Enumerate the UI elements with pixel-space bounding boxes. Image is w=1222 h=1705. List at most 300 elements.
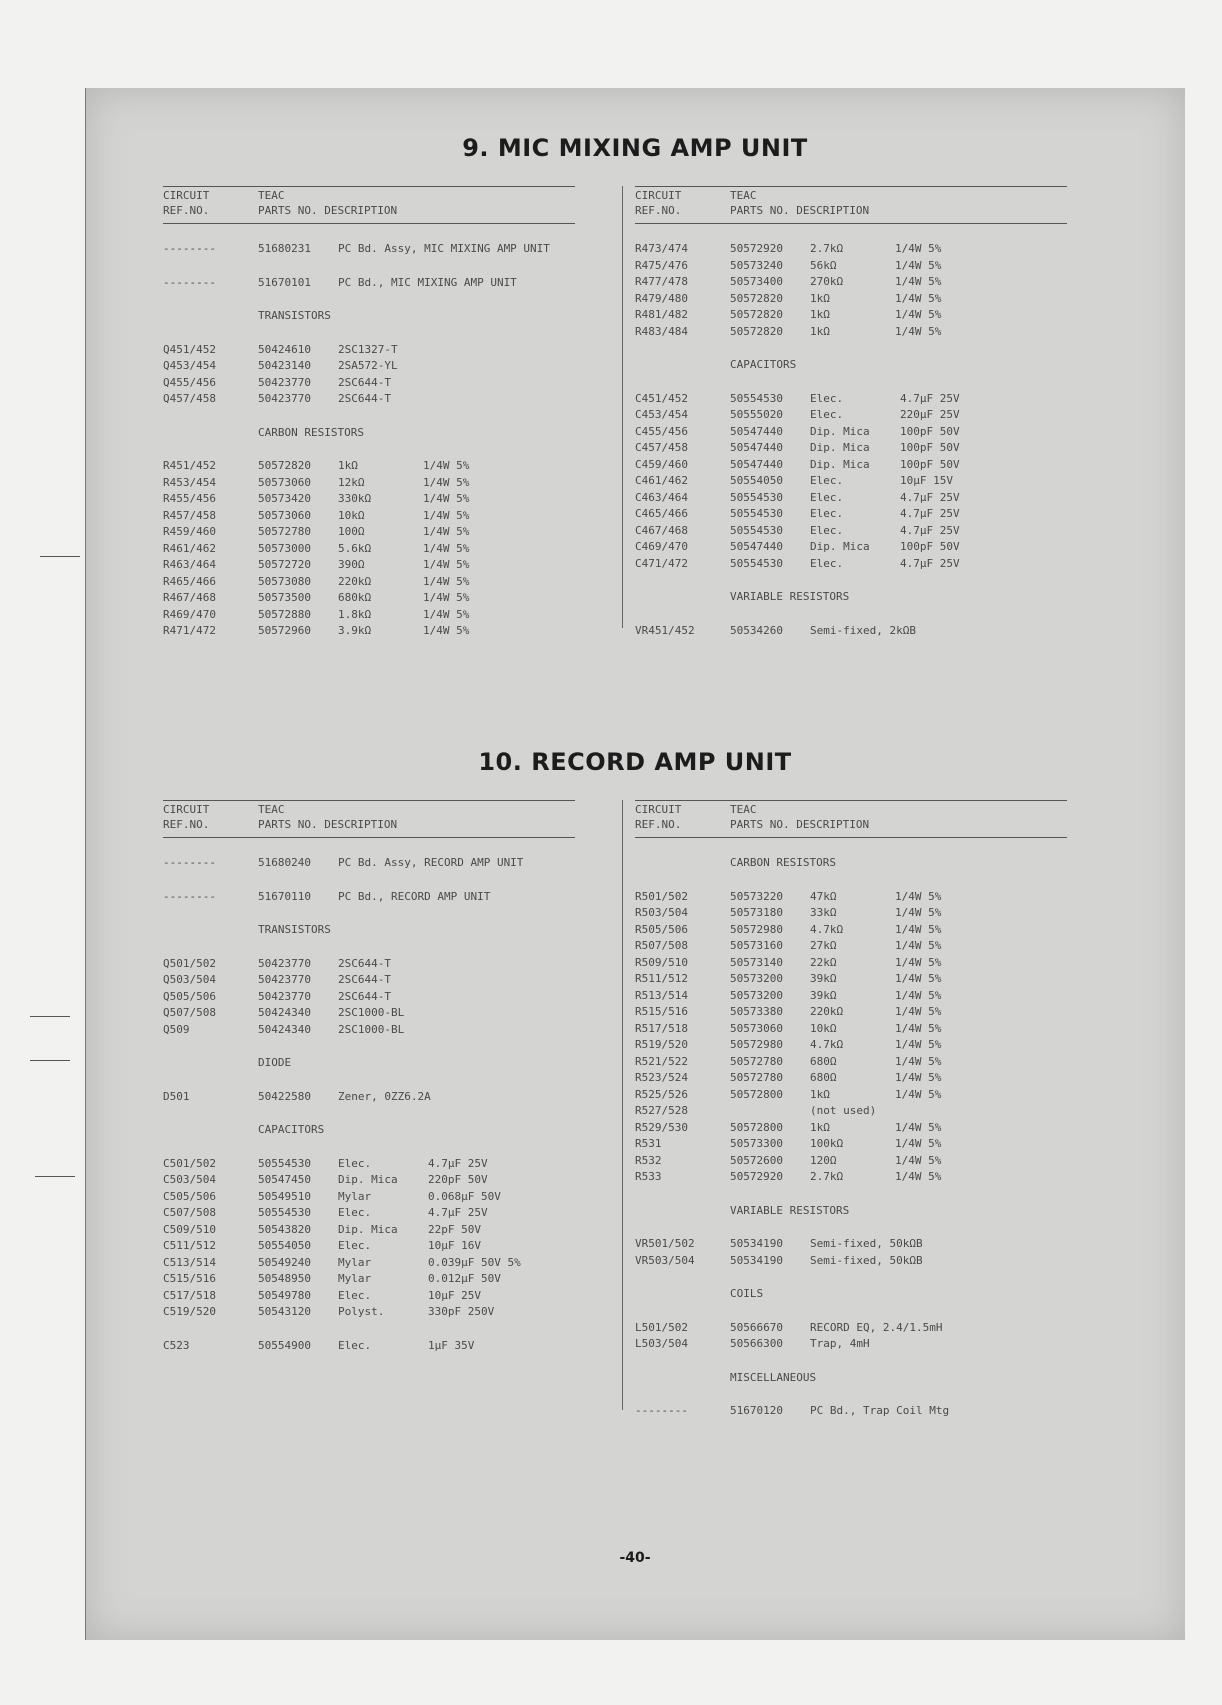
parts-row bbox=[635, 1087, 1067, 1104]
parts-row bbox=[635, 1136, 1067, 1153]
part-number: 50424340 bbox=[258, 1006, 311, 1019]
spacer bbox=[163, 1038, 575, 1055]
circuit-ref: Q509 bbox=[163, 1022, 190, 1036]
part-number: 51680240 bbox=[258, 856, 311, 869]
parts-row bbox=[635, 889, 1067, 906]
circuit-ref: R511/512 bbox=[635, 972, 688, 985]
resistance-value: 2.7kΩ bbox=[810, 242, 844, 255]
part-number: 50573220 bbox=[730, 889, 783, 903]
component-value: 4.7μF 25V bbox=[900, 556, 960, 570]
parts-row bbox=[635, 324, 1067, 341]
page-edge bbox=[85, 88, 86, 1640]
description: 2SC644-T bbox=[338, 392, 391, 405]
resistance-value: 22kΩ bbox=[810, 955, 837, 969]
rating: 1/4W 5% bbox=[423, 591, 470, 604]
parts-row bbox=[163, 889, 575, 906]
part-number: 50547440 bbox=[730, 441, 783, 454]
rating: 1/4W 5% bbox=[895, 1137, 942, 1150]
spacer bbox=[163, 1321, 575, 1338]
rating: 1/4W 5% bbox=[423, 492, 470, 505]
part-number: 50554530 bbox=[730, 391, 783, 405]
rating: 1/4W 5% bbox=[895, 242, 942, 255]
spacer bbox=[635, 340, 1067, 357]
resistance-value: 680Ω bbox=[810, 1054, 837, 1068]
resistance-value: 56kΩ bbox=[810, 258, 837, 272]
component-value: 4.7μF 25V bbox=[900, 490, 960, 504]
part-number: 50534190 bbox=[730, 1253, 783, 1267]
parts-row bbox=[163, 607, 575, 624]
description: Semi-fixed, 50kΩB bbox=[810, 1237, 923, 1250]
parts-row bbox=[163, 557, 575, 574]
rating: 1/4W 5% bbox=[895, 1120, 942, 1134]
spacer bbox=[635, 1353, 1067, 1370]
rating: 1/4W 5% bbox=[423, 475, 470, 489]
part-number: 50572720 bbox=[258, 558, 311, 571]
section-10-left-column bbox=[163, 800, 575, 1354]
component-value: 220pF 50V bbox=[428, 1173, 488, 1186]
description: 2SA572-YL bbox=[338, 359, 398, 372]
circuit-ref: R475/476 bbox=[635, 258, 688, 272]
part-number: 50543120 bbox=[258, 1305, 311, 1318]
resistance-value: 5.6kΩ bbox=[338, 541, 372, 555]
resistance-value: 1kΩ bbox=[338, 459, 358, 472]
circuit-ref: R531 bbox=[635, 1137, 662, 1150]
circuit-ref: R507/508 bbox=[635, 939, 688, 952]
parts-row bbox=[635, 407, 1067, 424]
parts-row bbox=[635, 490, 1067, 507]
parts-row bbox=[163, 1338, 575, 1355]
part-number: 50572820 bbox=[258, 459, 311, 472]
parts-row bbox=[635, 955, 1067, 972]
resistance-value: 39kΩ bbox=[810, 988, 837, 1002]
part-number: 50572800 bbox=[730, 1087, 783, 1101]
part-number: 50547440 bbox=[730, 424, 783, 438]
circuit-ref: VR503/504 bbox=[635, 1253, 695, 1267]
part-number: 50566300 bbox=[730, 1337, 783, 1350]
header-circuit: CIRCUIT bbox=[635, 803, 682, 816]
parts-row bbox=[163, 1022, 575, 1039]
parts-row bbox=[163, 1255, 575, 1272]
section-9-title: 9. MIC MIXING AMP UNIT bbox=[462, 134, 808, 162]
description: RECORD EQ, 2.4/1.5mH bbox=[810, 1320, 943, 1334]
part-number: 50572780 bbox=[730, 1071, 783, 1084]
rating: 1/4W 5% bbox=[895, 1021, 942, 1035]
circuit-ref: R529/530 bbox=[635, 1120, 688, 1134]
resistance-value: 390Ω bbox=[338, 558, 365, 571]
resistance-value: 10kΩ bbox=[810, 1021, 837, 1035]
parts-row bbox=[635, 539, 1067, 556]
description: 2SC644-T bbox=[338, 956, 391, 970]
part-number: 50572920 bbox=[730, 1170, 783, 1183]
rating: 1/4W 5% bbox=[895, 1054, 942, 1068]
rating: 1/4W 5% bbox=[895, 1005, 942, 1018]
parts-row bbox=[635, 391, 1067, 408]
margin-mark bbox=[35, 1176, 75, 1177]
component-value: 4.7μF 25V bbox=[900, 523, 960, 537]
parts-row bbox=[635, 241, 1067, 258]
circuit-ref: R532 bbox=[635, 1153, 662, 1167]
rating: 1/4W 5% bbox=[895, 258, 942, 272]
circuit-ref: R515/516 bbox=[635, 1005, 688, 1018]
circuit-ref: C461/462 bbox=[635, 474, 688, 487]
circuit-ref: C469/470 bbox=[635, 540, 688, 553]
rating: 1/4W 5% bbox=[895, 275, 942, 288]
part-number: 50549510 bbox=[258, 1189, 311, 1203]
spacer bbox=[635, 572, 1067, 589]
parts-row bbox=[163, 989, 575, 1006]
parts-row bbox=[635, 1253, 1067, 1270]
spacer bbox=[163, 838, 575, 855]
column-divider bbox=[622, 800, 623, 1410]
circuit-ref: R505/506 bbox=[635, 922, 688, 936]
part-number: 50534260 bbox=[730, 623, 783, 637]
circuit-ref: C501/502 bbox=[163, 1156, 216, 1170]
subsection-heading: CAPACITORS bbox=[258, 1123, 325, 1136]
circuit-ref: R509/510 bbox=[635, 955, 688, 969]
part-number: 50549780 bbox=[258, 1288, 311, 1302]
part-number: 50424340 bbox=[258, 1022, 311, 1036]
part-number: 50573380 bbox=[730, 1005, 783, 1018]
circuit-ref: R479/480 bbox=[635, 291, 688, 305]
section-10-right-column bbox=[635, 800, 1067, 1420]
description: PC Bd., MIC MIXING AMP UNIT bbox=[338, 275, 517, 289]
parts-row bbox=[635, 1169, 1067, 1186]
description: PC Bd. Assy, RECORD AMP UNIT bbox=[338, 856, 524, 869]
part-number: 51670120 bbox=[730, 1404, 783, 1417]
part-number: 51680231 bbox=[258, 242, 311, 255]
header-refno: REF.NO. bbox=[163, 818, 210, 831]
resistance-value: 2.7kΩ bbox=[810, 1170, 844, 1183]
subsection-heading: TRANSISTORS bbox=[258, 923, 331, 936]
circuit-ref: C519/520 bbox=[163, 1305, 216, 1318]
circuit-ref: R521/522 bbox=[635, 1054, 688, 1068]
circuit-ref: VR451/452 bbox=[635, 623, 695, 637]
parts-row bbox=[163, 855, 575, 872]
parts-row bbox=[635, 971, 1067, 988]
circuit-ref: R463/464 bbox=[163, 558, 216, 571]
parts-row bbox=[163, 574, 575, 591]
component-value: 330pF 250V bbox=[428, 1305, 495, 1318]
spacer bbox=[635, 224, 1067, 241]
part-number: 50572960 bbox=[258, 624, 311, 637]
header-refno: REF.NO. bbox=[635, 204, 682, 217]
subsection-heading: VARIABLE RESISTORS bbox=[730, 1203, 850, 1217]
rating: 1/4W 5% bbox=[423, 607, 470, 621]
circuit-ref: C463/464 bbox=[635, 490, 688, 504]
parts-row bbox=[163, 475, 575, 492]
circuit-ref: R465/466 bbox=[163, 574, 216, 588]
resistance-value: 100Ω bbox=[338, 525, 365, 538]
part-number: 50554530 bbox=[730, 490, 783, 504]
circuit-ref: R451/452 bbox=[163, 459, 216, 472]
column-header bbox=[163, 186, 575, 224]
description: 2SC644-T bbox=[338, 973, 391, 986]
rating: 1/4W 5% bbox=[895, 1087, 942, 1101]
spacer bbox=[163, 1072, 575, 1089]
component-value: 100pF 50V bbox=[900, 457, 960, 471]
parts-row bbox=[635, 307, 1067, 324]
part-number: 50572820 bbox=[730, 308, 783, 321]
rating: 1/4W 5% bbox=[895, 1153, 942, 1167]
header-parts: PARTS NO. DESCRIPTION bbox=[258, 818, 398, 831]
spacer bbox=[635, 1303, 1067, 1320]
circuit-ref: R519/520 bbox=[635, 1038, 688, 1051]
part-number: 50573180 bbox=[730, 906, 783, 919]
resistance-value: 27kΩ bbox=[810, 939, 837, 952]
part-number: 50547440 bbox=[730, 540, 783, 553]
header-teac: TEAC bbox=[258, 803, 285, 816]
part-number: 50423770 bbox=[258, 375, 311, 389]
part-number: 50548950 bbox=[258, 1272, 311, 1285]
spacer bbox=[163, 258, 575, 275]
part-number: 50573240 bbox=[730, 258, 783, 272]
description: Elec. bbox=[810, 490, 844, 504]
parts-row bbox=[163, 375, 575, 392]
circuit-ref: -------- bbox=[163, 856, 216, 869]
parts-list-page bbox=[85, 88, 1185, 1640]
description: Dip. Mica bbox=[338, 1222, 398, 1236]
circuit-ref: R503/504 bbox=[635, 906, 688, 919]
part-number: 50423770 bbox=[258, 956, 311, 970]
rating: 1/4W 5% bbox=[895, 1071, 942, 1084]
rating: 1/4W 5% bbox=[423, 541, 470, 555]
part-number: 50566670 bbox=[730, 1320, 783, 1334]
resistance-value: 1kΩ bbox=[810, 291, 830, 305]
part-number: 50573160 bbox=[730, 939, 783, 952]
circuit-ref: Q501/502 bbox=[163, 956, 216, 970]
parts-row bbox=[163, 1288, 575, 1305]
part-number: 50547450 bbox=[258, 1173, 311, 1186]
rating: 1/4W 5% bbox=[423, 459, 470, 472]
header-circuit: CIRCUIT bbox=[163, 803, 210, 816]
spacer bbox=[635, 606, 1067, 623]
resistance-value: 1kΩ bbox=[810, 308, 830, 321]
part-number: 51670101 bbox=[258, 275, 311, 289]
description: Elec. bbox=[338, 1239, 372, 1252]
margin-mark bbox=[30, 1060, 70, 1061]
rating: 1/4W 5% bbox=[895, 1038, 942, 1051]
component-value: 10μF 25V bbox=[428, 1288, 481, 1302]
component-value: 100pF 50V bbox=[900, 424, 960, 438]
part-number: 50572800 bbox=[730, 1120, 783, 1134]
parts-row bbox=[635, 523, 1067, 540]
circuit-ref: L501/502 bbox=[635, 1320, 688, 1334]
spacer bbox=[635, 1219, 1067, 1236]
parts-row bbox=[163, 1156, 575, 1173]
description: Zener, 0ZZ6.2A bbox=[338, 1089, 431, 1103]
rating: 1/4W 5% bbox=[895, 906, 942, 919]
resistance-value: 12kΩ bbox=[338, 475, 365, 489]
parts-row bbox=[635, 258, 1067, 275]
description: Dip. Mica bbox=[810, 441, 870, 454]
parts-row bbox=[163, 358, 575, 375]
circuit-ref: L503/504 bbox=[635, 1337, 688, 1350]
description: Mylar bbox=[338, 1272, 372, 1285]
spacer bbox=[163, 408, 575, 425]
part-number: 50555020 bbox=[730, 408, 783, 421]
circuit-ref: D501 bbox=[163, 1089, 190, 1103]
part-number: 51670110 bbox=[258, 889, 311, 903]
spacer bbox=[635, 1269, 1067, 1286]
part-number: 50573060 bbox=[258, 475, 311, 489]
component-value: 0.039μF 50V 5% bbox=[428, 1255, 521, 1269]
description: Elec. bbox=[810, 507, 844, 520]
circuit-ref: C465/466 bbox=[635, 507, 688, 520]
parts-row bbox=[635, 291, 1067, 308]
component-value: 22pF 50V bbox=[428, 1222, 481, 1236]
description: Dip. Mica bbox=[810, 457, 870, 471]
parts-row bbox=[635, 623, 1067, 640]
circuit-ref: R471/472 bbox=[163, 624, 216, 637]
resistance-value: 680Ω bbox=[810, 1071, 837, 1084]
rating: 1/4W 5% bbox=[423, 558, 470, 571]
parts-row bbox=[635, 905, 1067, 922]
subsection-heading: DIODE bbox=[258, 1056, 292, 1069]
resistance-value: 4.7kΩ bbox=[810, 922, 844, 936]
column-divider bbox=[622, 186, 623, 628]
part-number: 50573200 bbox=[730, 972, 783, 985]
rating: 1/4W 5% bbox=[423, 508, 470, 522]
subsection-heading: VARIABLE RESISTORS bbox=[730, 590, 850, 603]
spacer bbox=[163, 1139, 575, 1156]
spacer bbox=[635, 872, 1067, 889]
circuit-ref: C451/452 bbox=[635, 391, 688, 405]
part-number: 50572920 bbox=[730, 242, 783, 255]
description: 2SC1327-T bbox=[338, 342, 398, 356]
description: Elec. bbox=[810, 474, 844, 487]
part-number: 50423140 bbox=[258, 359, 311, 372]
circuit-ref: C455/456 bbox=[635, 424, 688, 438]
parts-row bbox=[635, 457, 1067, 474]
spacer bbox=[635, 374, 1067, 391]
circuit-ref: R513/514 bbox=[635, 988, 688, 1002]
parts-row bbox=[635, 1336, 1067, 1353]
resistance-value: 4.7kΩ bbox=[810, 1038, 844, 1051]
circuit-ref: C523 bbox=[163, 1338, 190, 1352]
rating: 1/4W 5% bbox=[895, 1170, 942, 1183]
rating: 1/4W 5% bbox=[895, 939, 942, 952]
header-parts: PARTS NO. DESCRIPTION bbox=[730, 818, 870, 831]
description: Dip. Mica bbox=[338, 1173, 398, 1186]
circuit-ref: Q451/452 bbox=[163, 342, 216, 356]
part-number: 50573080 bbox=[258, 574, 311, 588]
circuit-ref: Q455/456 bbox=[163, 375, 216, 389]
parts-row bbox=[163, 524, 575, 541]
parts-row bbox=[635, 922, 1067, 939]
circuit-ref: C503/504 bbox=[163, 1173, 216, 1186]
circuit-ref: C507/508 bbox=[163, 1206, 216, 1219]
parts-row bbox=[163, 241, 575, 258]
circuit-ref: C515/516 bbox=[163, 1272, 216, 1285]
description: Elec. bbox=[338, 1338, 372, 1352]
part-number: 50554530 bbox=[730, 523, 783, 537]
circuit-ref: R483/484 bbox=[635, 324, 688, 338]
part-number: 50554900 bbox=[258, 1338, 311, 1352]
circuit-ref: C513/514 bbox=[163, 1255, 216, 1269]
parts-row bbox=[163, 458, 575, 475]
description: Dip. Mica bbox=[810, 540, 870, 553]
parts-row bbox=[163, 1271, 575, 1288]
part-number: 50423770 bbox=[258, 973, 311, 986]
parts-row bbox=[163, 275, 575, 292]
part-number: 50572980 bbox=[730, 922, 783, 936]
parts-row bbox=[163, 1005, 575, 1022]
parts-row bbox=[635, 1403, 1067, 1420]
parts-row bbox=[635, 473, 1067, 490]
parts-row bbox=[163, 491, 575, 508]
circuit-ref: -------- bbox=[635, 1404, 688, 1417]
parts-row bbox=[635, 1236, 1067, 1253]
circuit-ref: R477/478 bbox=[635, 275, 688, 288]
component-value: 10μF 16V bbox=[428, 1239, 481, 1252]
parts-row bbox=[163, 508, 575, 525]
part-number: 50572780 bbox=[730, 1054, 783, 1068]
circuit-ref: R527/528 bbox=[635, 1104, 688, 1117]
circuit-ref: C453/454 bbox=[635, 408, 688, 421]
parts-row bbox=[163, 972, 575, 989]
resistance-value: 47kΩ bbox=[810, 889, 837, 903]
circuit-ref: R459/460 bbox=[163, 525, 216, 538]
description: 2SC1000-BL bbox=[338, 1006, 405, 1019]
part-number: 50573420 bbox=[258, 492, 311, 505]
header-teac: TEAC bbox=[730, 189, 757, 202]
rating: 1/4W 5% bbox=[895, 324, 942, 338]
part-number: 50534190 bbox=[730, 1237, 783, 1250]
description: PC Bd., RECORD AMP UNIT bbox=[338, 889, 491, 903]
rating: 1/4W 5% bbox=[895, 972, 942, 985]
parts-row bbox=[635, 274, 1067, 291]
header-circuit: CIRCUIT bbox=[635, 189, 682, 202]
parts-row bbox=[163, 1089, 575, 1106]
parts-row bbox=[635, 938, 1067, 955]
description: 2SC1000-BL bbox=[338, 1022, 405, 1036]
parts-row bbox=[635, 1021, 1067, 1038]
description: Elec. bbox=[810, 408, 844, 421]
parts-row bbox=[635, 988, 1067, 1005]
description: Elec. bbox=[338, 1206, 372, 1219]
section-9-right-column bbox=[635, 186, 1067, 639]
part-number: 50573060 bbox=[258, 508, 311, 522]
part-number: 50423770 bbox=[258, 989, 311, 1003]
circuit-ref: Q503/504 bbox=[163, 973, 216, 986]
parts-row bbox=[163, 1222, 575, 1239]
component-value: 0.012μF 50V bbox=[428, 1272, 501, 1285]
rating: 1/4W 5% bbox=[895, 988, 942, 1002]
rating: 1/4W 5% bbox=[895, 308, 942, 321]
parts-row bbox=[635, 1120, 1067, 1137]
circuit-ref: C509/510 bbox=[163, 1222, 216, 1236]
circuit-ref: R523/524 bbox=[635, 1071, 688, 1084]
part-number: 50554530 bbox=[730, 507, 783, 520]
circuit-ref: R517/518 bbox=[635, 1021, 688, 1035]
circuit-ref: R455/456 bbox=[163, 492, 216, 505]
component-value: 4.7μF 25V bbox=[428, 1156, 488, 1170]
circuit-ref: R473/474 bbox=[635, 242, 688, 255]
circuit-ref: R453/454 bbox=[163, 475, 216, 489]
part-number: 50572980 bbox=[730, 1038, 783, 1051]
circuit-ref: R469/470 bbox=[163, 607, 216, 621]
parts-row bbox=[635, 1054, 1067, 1071]
resistance-value: 100kΩ bbox=[810, 1137, 844, 1150]
component-value: 4.7μF 25V bbox=[428, 1206, 488, 1219]
part-number: 50573060 bbox=[730, 1021, 783, 1035]
spacer bbox=[163, 224, 575, 241]
description: PC Bd. Assy, MIC MIXING AMP UNIT bbox=[338, 242, 550, 255]
parts-row bbox=[635, 556, 1067, 573]
spacer bbox=[163, 441, 575, 458]
circuit-ref: C471/472 bbox=[635, 556, 688, 570]
rating: 1/4W 5% bbox=[895, 291, 942, 305]
